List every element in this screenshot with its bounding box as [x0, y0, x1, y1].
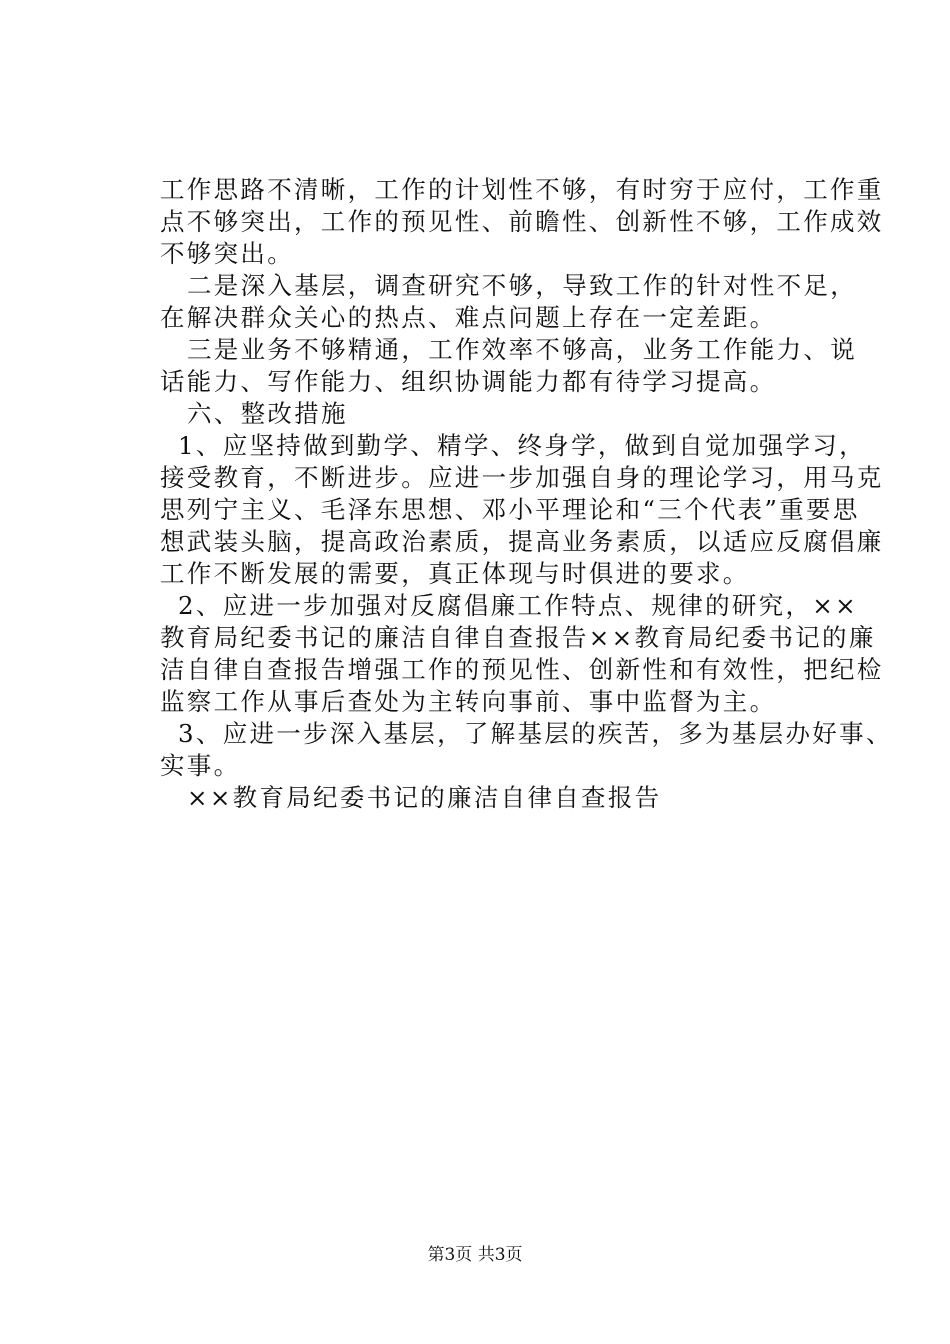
text-line: 思列宁主义、毛泽东思想、邓小平理论和“三个代表”重要思 [160, 495, 860, 524]
section-heading: 六、整改措施 [187, 399, 348, 428]
text-line: 在解决群众关心的热点、难点问题上存在一定差距。 [160, 303, 777, 332]
page-footer: 第3页 共3页 [427, 1245, 523, 1265]
text-line: 2、应进一步加强对反腐倡廉工作特点、规律的研究，×× [178, 591, 858, 620]
text-line: 教育局纪委书记的廉洁自律自查报告××教育局纪委书记的廉 [160, 623, 876, 652]
text-line: 实事。 [160, 751, 241, 780]
text-line: 点不够突出，工作的预见性、前瞻性、创新性不够，工作成效 [160, 207, 884, 236]
text-line: 想武装头脑，提高政治素质，提高业务素质，以适应反腐倡廉 [160, 527, 884, 556]
text-line: 监察工作从事后查处为主转向事前、事中监督为主。 [160, 687, 777, 716]
text-line: 工作不断发展的需要，真正体现与时俱进的要求。 [160, 559, 750, 588]
text-line: 话能力、写作能力、组织协调能力都有待学习提高。 [160, 367, 777, 396]
text-line: 二是深入基层，调查研究不够，导致工作的针对性不足， [187, 271, 857, 300]
text-line: 三是业务不够精通，工作效率不够高，业务工作能力、说 [187, 335, 857, 364]
text-line: 不够突出。 [160, 239, 294, 268]
text-line: 工作思路不清晰，工作的计划性不够，有时穷于应付，工作重 [160, 175, 884, 204]
text-line: 洁自律自查报告增强工作的预见性、创新性和有效性，把纪检 [160, 655, 884, 684]
text-line: 1、应坚持做到勤学、精学、终身学，做到自觉加强学习， [178, 431, 866, 460]
text-line: 接受教育，不断进步。应进一步加强自身的理论学习，用马克 [160, 463, 884, 492]
text-line: 3、应进一步深入基层，了解基层的疾苦，多为基层办好事、 [178, 719, 893, 748]
text-line: ××教育局纪委书记的廉洁自律自查报告 [187, 783, 662, 812]
